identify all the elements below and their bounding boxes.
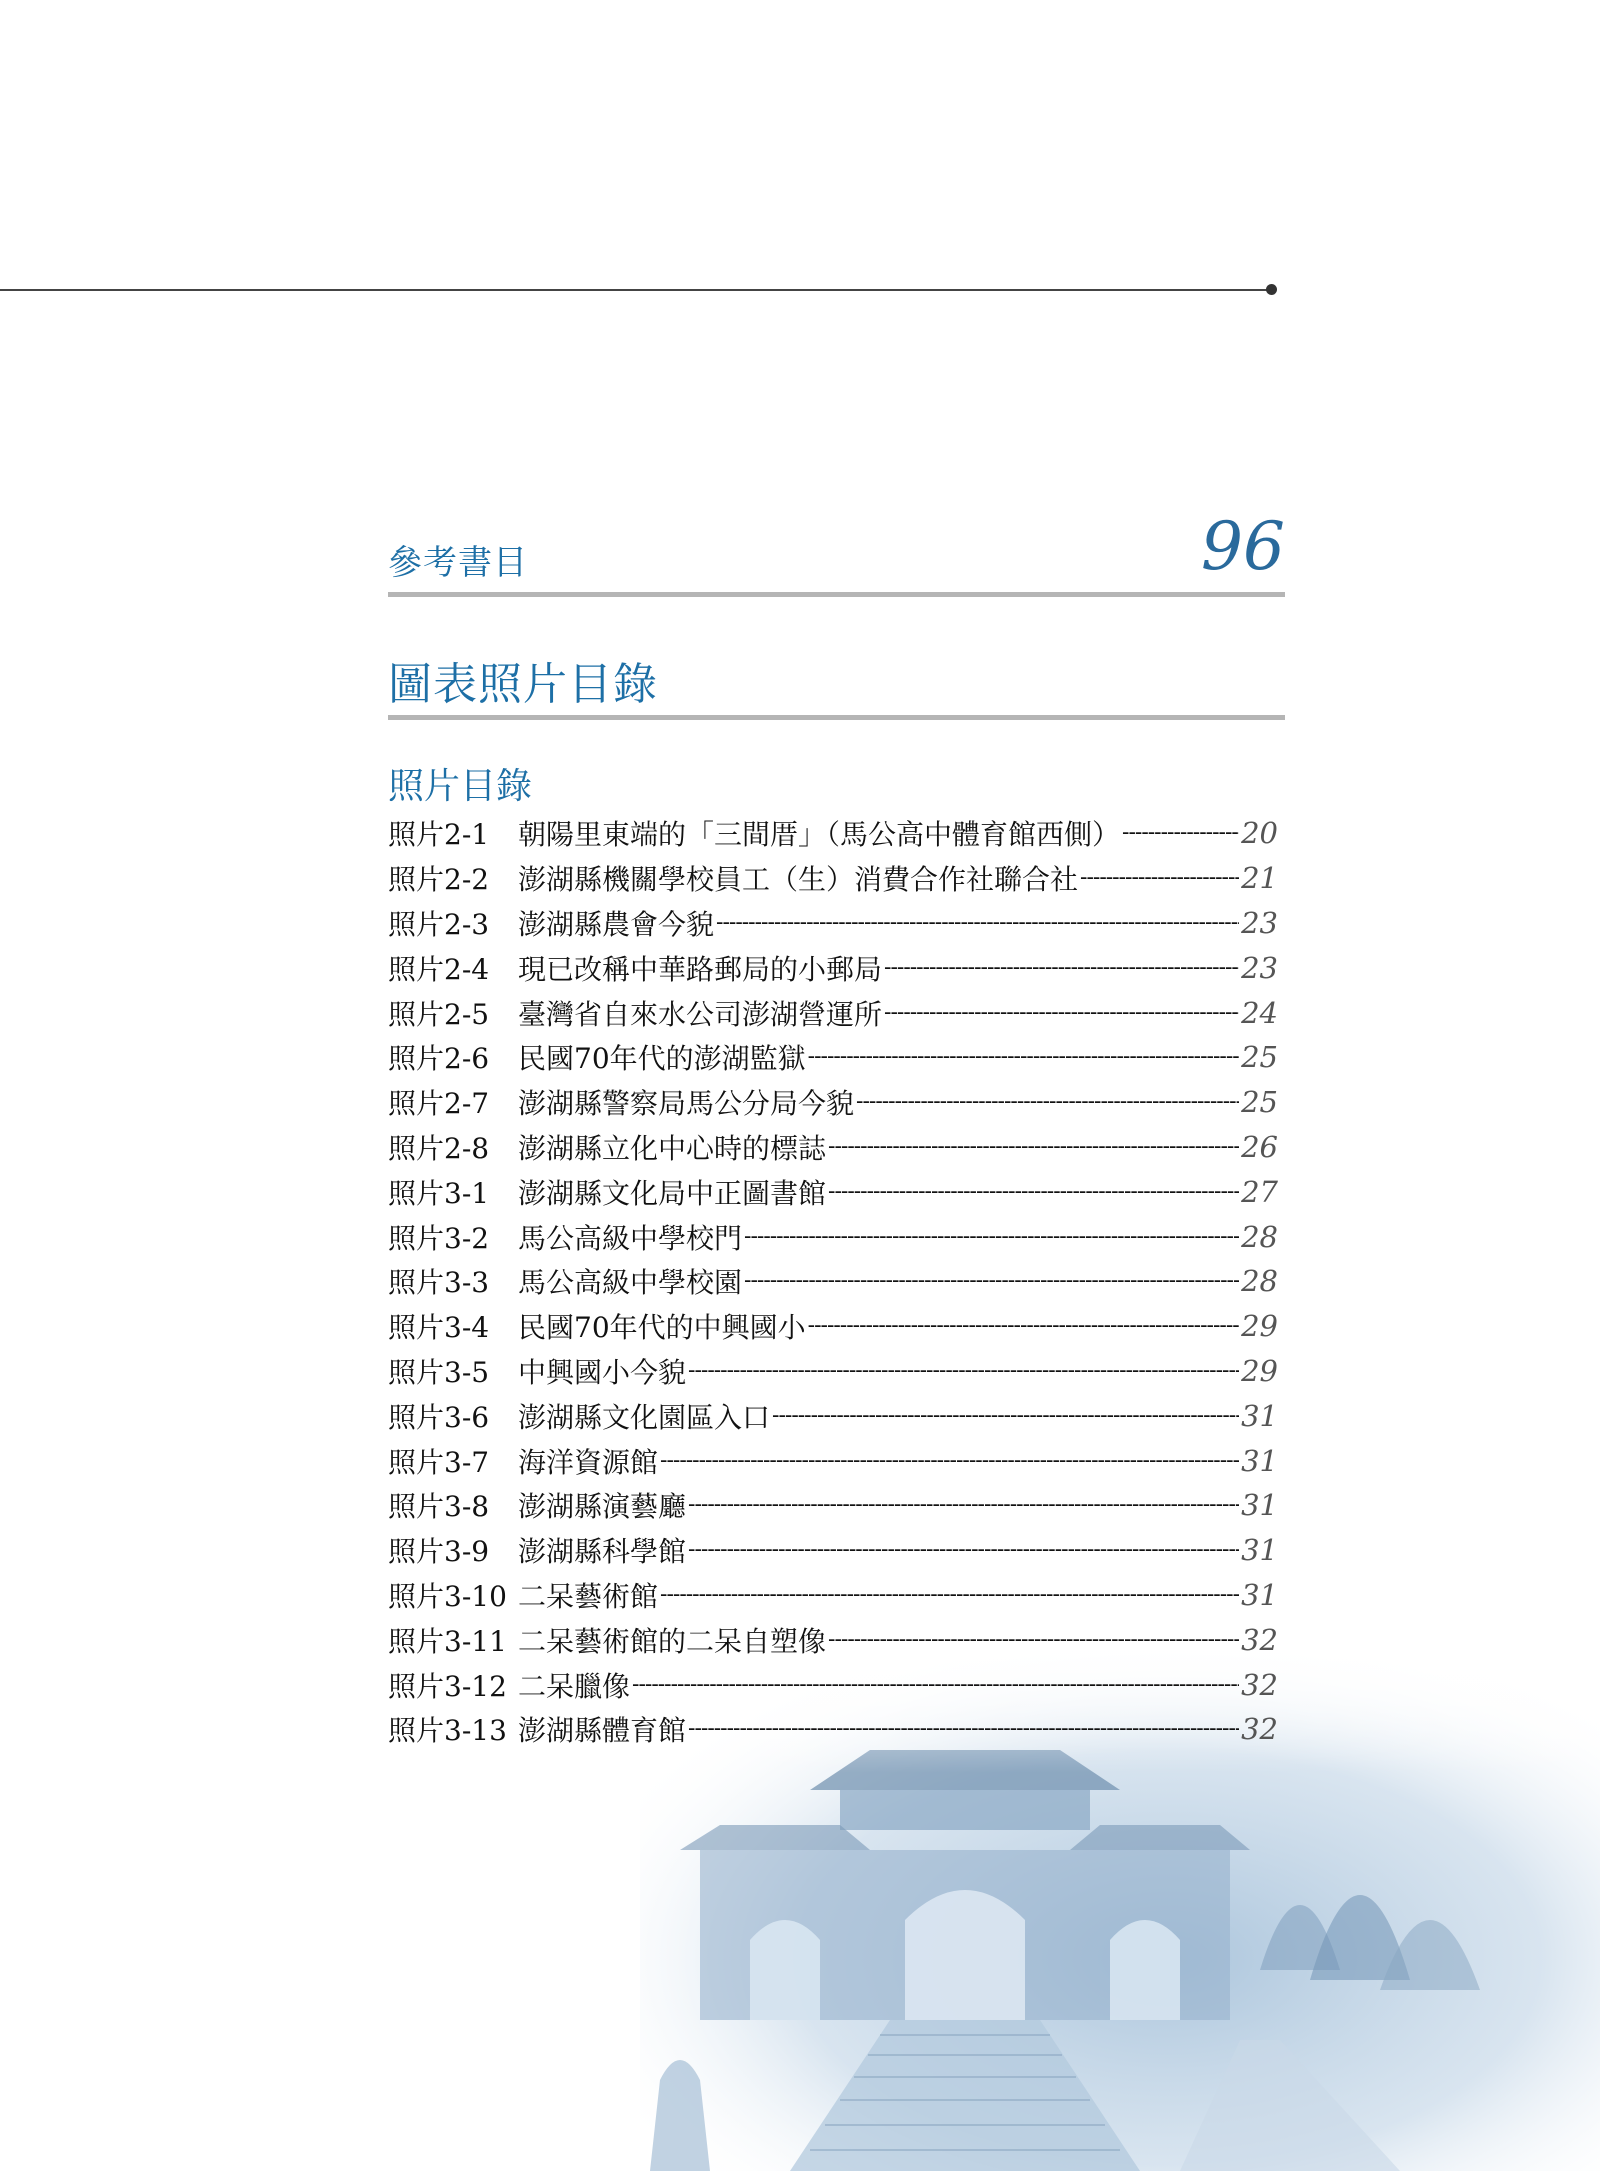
dot-leader: [884, 1002, 1239, 1024]
entry-label: 照片2-6: [388, 1042, 490, 1076]
photo-list: [388, 811, 1278, 1752]
running-header-section-title: 參考書目: [388, 543, 528, 583]
dot-leader: [716, 912, 1239, 934]
entry-label: 照片2-8: [388, 1131, 490, 1165]
entry-label: 照片2-7: [388, 1087, 490, 1121]
dot-leader: [856, 1091, 1239, 1113]
entry-page-number: 26: [1241, 1129, 1278, 1164]
dot-leader: [660, 1584, 1239, 1606]
dot-leader: [828, 1136, 1239, 1158]
entry-page-number: 31: [1241, 1443, 1278, 1478]
entry-title: 現已改稱中華路郵局的小郵局: [518, 952, 883, 986]
list-heading: 照片目錄: [388, 766, 533, 807]
entry-label: 照片3-11: [388, 1624, 507, 1658]
list-item: [388, 811, 1278, 856]
chapter-rule: [388, 715, 1285, 720]
entry-page-number: 25: [1241, 1085, 1278, 1120]
dot-leader: [828, 1181, 1239, 1203]
entry-page-number: 23: [1241, 950, 1278, 985]
entry-page-number: 31: [1241, 1488, 1278, 1523]
dot-leader: [1122, 822, 1239, 844]
top-rule-dot: [1266, 284, 1277, 295]
entry-page-number: 23: [1241, 905, 1278, 940]
entry-page-number: 29: [1241, 1309, 1278, 1344]
entry-label: 照片2-4: [388, 952, 490, 986]
entry-title: 馬公高級中學校門: [518, 1221, 743, 1255]
list-item: [388, 1707, 1278, 1752]
dot-leader: [688, 1718, 1239, 1740]
list-item: [388, 1393, 1278, 1438]
entry-page-number: 28: [1241, 1219, 1278, 1254]
list-item: [388, 1573, 1278, 1618]
list-item: [388, 1169, 1278, 1214]
entry-title: 二呆藝術館的二呆自塑像: [518, 1624, 827, 1658]
entry-label: 照片3-1: [388, 1176, 490, 1210]
list-item: [388, 1304, 1278, 1349]
entry-label: 照片3-12: [388, 1669, 507, 1703]
entry-label: 照片3-5: [388, 1355, 490, 1389]
dot-leader: [1080, 867, 1239, 889]
list-item: [388, 1617, 1278, 1662]
entry-label: 照片2-2: [388, 863, 490, 897]
entry-title: 澎湖縣農會今貌: [518, 907, 715, 941]
dot-leader: [808, 1315, 1239, 1337]
page-number: 96: [1201, 508, 1285, 585]
entry-title: 澎湖縣警察局馬公分局今貌: [518, 1087, 855, 1121]
list-item: [388, 901, 1278, 946]
entry-title: 二呆藝術館: [518, 1579, 659, 1613]
entry-title: 二呆臘像: [518, 1669, 631, 1703]
entry-title: 海洋資源館: [518, 1445, 659, 1479]
dot-leader: [884, 957, 1239, 979]
entry-page-number: 32: [1241, 1622, 1278, 1657]
entry-page-number: 32: [1241, 1712, 1278, 1747]
header-rule: [388, 592, 1285, 597]
list-item: [388, 1349, 1278, 1394]
entry-title: 澎湖縣文化局中正圖書館: [518, 1176, 827, 1210]
dot-leader: [688, 1539, 1239, 1561]
entry-title: 中興國小今貌: [518, 1355, 687, 1389]
dot-leader: [688, 1494, 1239, 1516]
entry-label: 照片2-1: [388, 818, 490, 852]
entry-title: 民國70年代的中興國小: [518, 1311, 806, 1345]
dot-leader: [808, 1046, 1239, 1068]
list-item: [388, 1035, 1278, 1080]
entry-label: 照片3-7: [388, 1445, 490, 1479]
list-item: [388, 1438, 1278, 1483]
entry-title: 民國70年代的澎湖監獄: [518, 1042, 806, 1076]
list-item: [388, 856, 1278, 901]
entry-label: 照片2-3: [388, 907, 490, 941]
entry-label: 照片3-6: [388, 1400, 490, 1434]
entry-page-number: 25: [1241, 1040, 1278, 1075]
entry-page-number: 28: [1241, 1264, 1278, 1299]
entry-label: 照片3-10: [388, 1579, 507, 1613]
dot-leader: [744, 1270, 1239, 1292]
entry-label: 照片3-8: [388, 1490, 490, 1524]
list-item: [388, 1483, 1278, 1528]
entry-label: 照片3-9: [388, 1535, 490, 1569]
entry-page-number: 31: [1241, 1533, 1278, 1568]
entry-title: 澎湖縣立化中心時的標誌: [518, 1131, 827, 1165]
dot-leader: [660, 1450, 1239, 1472]
entry-title: 澎湖縣演藝廳: [518, 1490, 687, 1524]
list-item: [388, 1080, 1278, 1125]
dot-leader: [772, 1405, 1239, 1427]
list-item: [388, 1528, 1278, 1573]
dot-leader: [828, 1629, 1239, 1651]
dot-leader: [744, 1226, 1239, 1248]
entry-title: 澎湖縣科學館: [518, 1535, 687, 1569]
entry-label: 照片3-13: [388, 1714, 507, 1748]
entry-page-number: 32: [1241, 1667, 1278, 1702]
entry-label: 照片3-2: [388, 1221, 490, 1255]
entry-page-number: 27: [1241, 1174, 1278, 1209]
chapter-title: 圖表照片目錄: [388, 659, 658, 710]
entry-page-number: 24: [1241, 995, 1278, 1030]
top-rule: [0, 289, 1270, 291]
entry-title: 澎湖縣體育館: [518, 1714, 687, 1748]
entry-page-number: 31: [1241, 1577, 1278, 1612]
entry-page-number: 20: [1241, 816, 1278, 851]
dot-leader: [688, 1360, 1239, 1382]
dot-leader: [632, 1674, 1239, 1696]
list-item: [388, 1662, 1278, 1707]
entry-page-number: 21: [1241, 861, 1278, 896]
entry-title: 朝陽里東端的「三間厝」（馬公高中體育館西側）: [518, 818, 1121, 852]
entry-title: 澎湖縣文化園區入口: [518, 1400, 771, 1434]
list-item: [388, 990, 1278, 1035]
entry-title: 澎湖縣機關學校員工（生）消費合作社聯合社: [518, 863, 1079, 897]
entry-page-number: 29: [1241, 1353, 1278, 1388]
entry-title: 馬公高級中學校園: [518, 1266, 743, 1300]
list-item: [388, 1125, 1278, 1170]
list-item: [388, 1214, 1278, 1259]
list-item: [388, 1259, 1278, 1304]
list-item: [388, 945, 1278, 990]
entry-title: 臺灣省自來水公司澎湖營運所: [518, 997, 883, 1031]
entry-label: 照片3-3: [388, 1266, 490, 1300]
entry-page-number: 31: [1241, 1398, 1278, 1433]
entry-label: 照片2-5: [388, 997, 490, 1031]
entry-label: 照片3-4: [388, 1311, 490, 1345]
